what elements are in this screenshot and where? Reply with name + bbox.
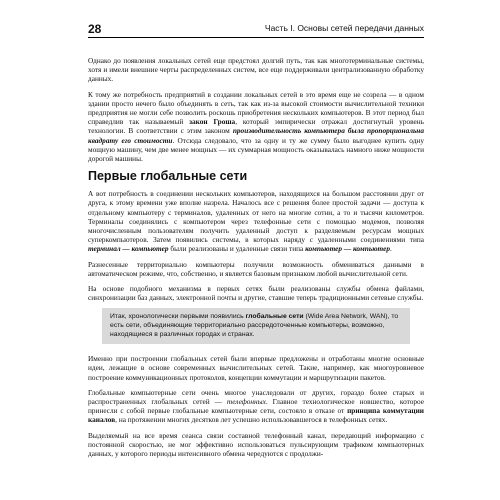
emphasis-text: терминал — компьютер: [88, 244, 169, 254]
header-rule: [88, 37, 424, 38]
page-number: 28: [88, 22, 102, 36]
paragraph: К тому же потребность предприятий в создании локальных сетей в это время еще не созрела — в одном здании просто нечего было объединять в сеть, так как из-за высокой стоимости вычислительной техники предприятия не могли себе позволить роскошь приобретения нескольких компьютеров. В этот период был справедлив так называемый закон Гроша, который эмпирически отражал достигнутый уровень технологии. В соответствии с этим законом производительность компьютера была пропорциональна квадрату его стоимости. Отсюда следовало, что за одну и ту же сумму было выгоднее купить одну мощную машину, чем две менее мощных — их суммарная мощность оказывалась намного ниже мощности дорогой машины.: [88, 89, 424, 164]
paragraph: Однако до появления локальных сетей еще предстоял долгий путь, так как многотерминальные системы, хотя и имели внешние черты распределенных систем, все еще поддерживали централизованную обработку данных.: [88, 56, 424, 84]
section-heading: Первые глобальные сети: [88, 169, 248, 184]
emphasis-text: телефонных: [226, 397, 266, 407]
section-body-continued: [88, 354, 424, 458]
paragraph: А вот потребность в соединении нескольких компьютеров, находящихся на большом расстоянии друг от друга, к этому времени уже вполне назрела. Началось все с решения более простой задачи — доступа к отдельному компьютеру с терминалов, удаленных от него на многие сотни, а то и тысячи километров. Терминалы соединялись с компьютером через телефонные сети с помощью модемов, позволяя многочисленным пользователям получить удаленный доступ к разделяемым ресурсам мощных суперкомпьютеров. Затем появились системы, в которых наряду с удаленными соединениями типа терминал — компьютер были реализованы и удаленные связи типа компьютер — компьютер.: [88, 189, 424, 254]
emphasis-text: закон Гроша: [189, 117, 236, 127]
emphasis-text: компьютер — компьютер: [305, 244, 390, 254]
emphasis-text: глобальные сети: [245, 313, 304, 321]
paragraph: Именно при построении глобальных сетей были впервые предложены и отработаны многие основные идеи, лежащие в основе современных вычислительных сетей. Такие, например, как многоуровневое построение коммуникационных протоколов, концепции коммутации и маршрутизации пакетов.: [88, 354, 424, 382]
paragraph: Глобальные компьютерные сети очень многое унаследовали от других, гораздо более старых и распространенных глобальных сетей — телефонных. Главное технологическое новшество, которое принесли с собой первые глобальные компьютерные сети, состояло в отказе от принципа коммутации каналов, на протяжении многих десятков лет успешно использовавшегося в телефонных сетях.: [88, 387, 425, 425]
page-body: [88, 56, 424, 464]
paragraph: Выделяемый на все время сеанса связи составной телефонный канал, передающий информацию с постоянной скоростью, не мог эффективно использоваться пульсирующим трафиком компьютерных данных, у которого периоды интенсивного обмена чередуются с продолжи-: [88, 430, 424, 459]
callout-box: Итак, хронологически первыми появились глобальные сети (Wide Area Network, WAN), то есть сети, объединяющие территориально рассредоточенные компьютеры, возможно, находящиеся в различных городах и странах.: [102, 308, 410, 344]
paragraph: На основе подобного механизма в первых сетях были реализованы службы обмена файлами, синхронизации баз данных, электронной почты и другие, ставшие теперь традиционными сетевые службы.: [88, 284, 424, 303]
emphasis-text: принципа коммутации каналов: [88, 406, 424, 425]
page-header: [88, 22, 424, 36]
running-head: Часть I. Основы сетей передачи данных: [264, 23, 424, 33]
intro-section: [88, 56, 424, 163]
paragraph: Разнесенные территориально компьютеры получили возможность обмениваться данными в автоматическом режиме, что, собственно, и является базовым признаком любой вычислительной сети.: [88, 259, 424, 278]
section-body: [88, 189, 424, 302]
emphasis-text: производительность компьютера была пропорциональна квадрату его стоимости: [88, 126, 424, 145]
